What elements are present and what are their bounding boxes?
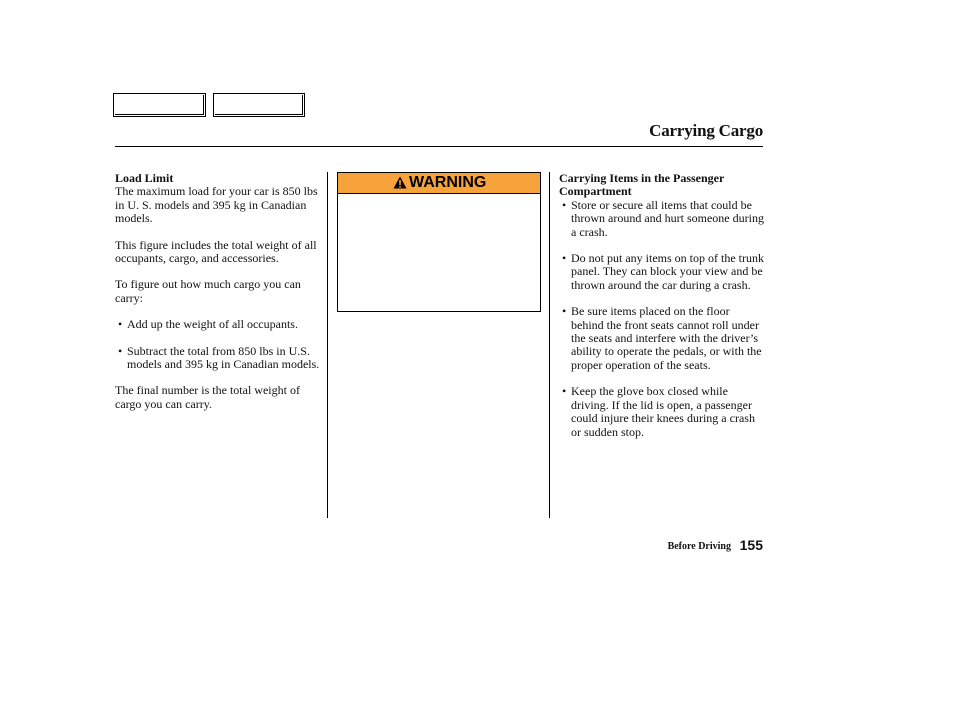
page-number: 155 xyxy=(739,537,763,553)
list-item: • Be sure items placed on the floor behind the front seats cannot roll under the seats and interfere with the driver’s ability to operate the pedals, or with the proper operation of the seats. xyxy=(562,304,762,372)
footer-section-name: Before Driving xyxy=(667,541,731,552)
section-heading-load-limit: Load Limit xyxy=(115,171,174,185)
paragraph: This figure includes the total weight of all occupants, cargo, and accessories. xyxy=(115,237,317,266)
nav-button-main-menu[interactable] xyxy=(113,93,206,117)
paragraph: The final number is the total weight of cargo you can carry. xyxy=(115,383,300,411)
paragraph: The maximum load for your car is 850 lbs in U. S. models and 395 kg in Canadian models. xyxy=(115,184,318,226)
column-divider-left xyxy=(327,172,328,518)
nav-button-table-of-contents[interactable] xyxy=(213,93,305,117)
page-title: Carrying Cargo xyxy=(649,121,763,140)
section-heading-passenger-compartment: Carrying Items in the Passenger Compartment xyxy=(559,171,725,199)
column-divider-right xyxy=(549,172,550,518)
warning-label: WARNING xyxy=(409,174,487,191)
title-divider xyxy=(115,146,763,147)
list-item: • Do not put any items on top of the trunk panel. They can block your view and be thrown around the car during a crash. xyxy=(562,251,764,292)
warning-box xyxy=(337,172,541,312)
warning-triangle-icon xyxy=(393,176,407,189)
list-item: • Subtract the total from 850 lbs in U.S. models and 395 kg in Canadian models. xyxy=(118,343,320,372)
list-item: • Keep the glove box closed while driving. If the lid is open, a passenger could injure their knees during a crash or sudden stop. xyxy=(562,384,755,439)
left-column xyxy=(115,172,325,411)
list-item: • Add up the weight of all occupants. xyxy=(118,317,298,332)
list-item: • Store or secure all items that could be thrown around and hurt someone during a crash. xyxy=(562,197,764,239)
right-column xyxy=(559,172,765,439)
warning-bar xyxy=(338,173,540,194)
paragraph: To figure out how much cargo you can carry: xyxy=(115,277,301,305)
